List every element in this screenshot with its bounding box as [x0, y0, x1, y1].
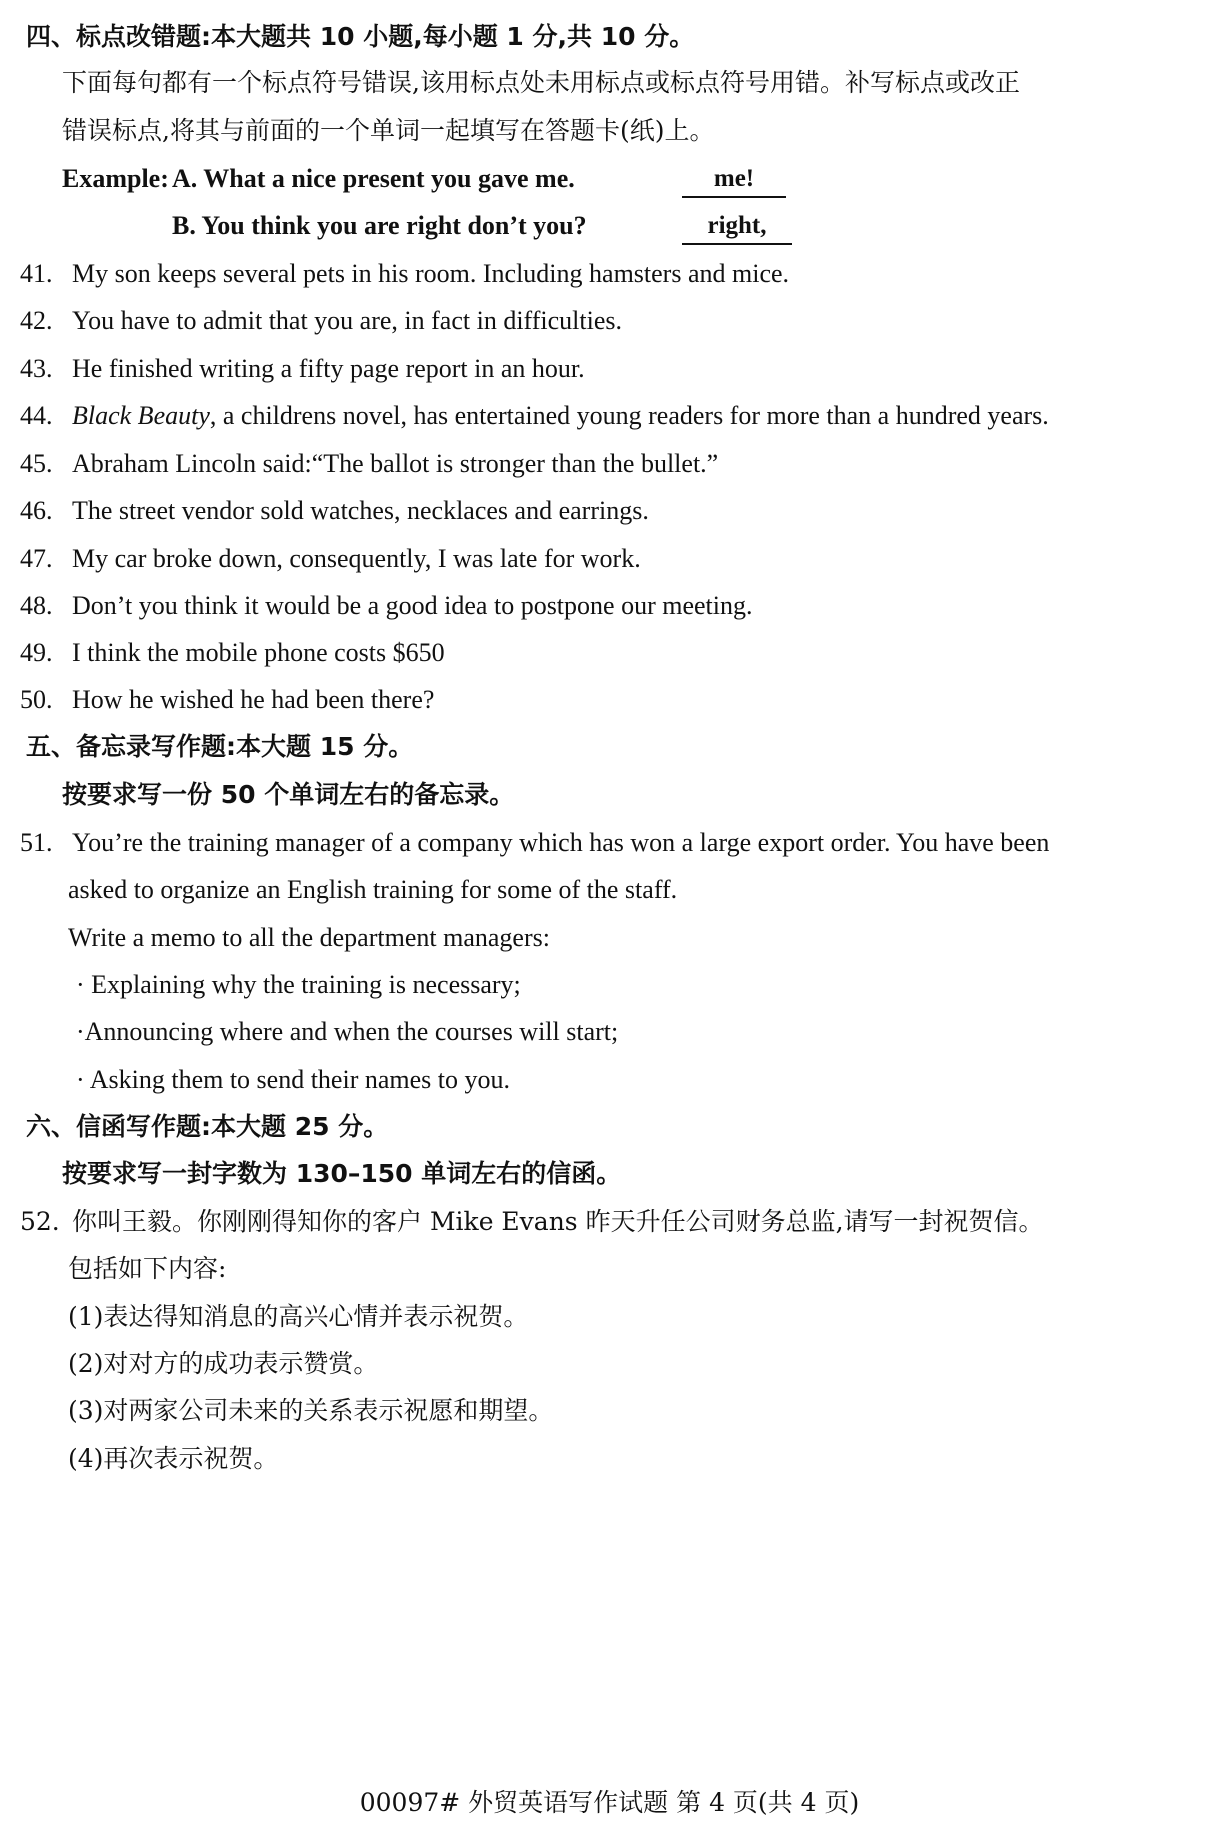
question-number: 44.	[20, 401, 53, 430]
question-text: Abraham Lincoln said:“The ballot is stronger than the bullet.”	[72, 449, 719, 478]
example-a-answer: me!	[682, 162, 786, 198]
question-text: My son keeps several pets in his room. Including hamsters and mice.	[72, 259, 790, 288]
question-number: 42.	[20, 306, 53, 335]
question-47	[20, 542, 641, 576]
question-48	[20, 589, 752, 623]
question-text: How he wished he had been there?	[72, 685, 435, 714]
section4-instruction-2: 错误标点,将其与前面的一个单词一起填写在答题卡(纸)上。	[62, 116, 715, 145]
example-b: B. You think you are right don’t you?	[172, 211, 587, 240]
question-number: 48.	[20, 591, 53, 620]
novel-title: Black Beauty	[72, 401, 210, 430]
question-49	[20, 636, 445, 670]
question-text: I think the mobile phone costs $650	[72, 638, 445, 667]
question-number: 46.	[20, 496, 53, 525]
question-42	[20, 304, 622, 338]
section4-heading: 四、标点改错题:本大题共 10 小题,每小题 1 分,共 10 分。	[26, 22, 695, 51]
question-45	[20, 447, 718, 481]
section6-instruction: 按要求写一封字数为 130–150 单词左右的信函。	[62, 1159, 622, 1188]
letter-point-1: (1)表达得知消息的高兴心情并表示祝贺。	[68, 1302, 529, 1331]
memo-bullet-2: ·Announcing where and when the courses will start;	[76, 1017, 619, 1046]
question-text: Don’t you think it would be a good idea to postpone our meeting.	[72, 591, 753, 620]
question-number: 49.	[20, 638, 53, 667]
question-number: 43.	[20, 354, 53, 383]
question-number: 52.	[20, 1207, 60, 1236]
section6-heading: 六、信函写作题:本大题 25 分。	[26, 1112, 389, 1141]
letter-point-2: (2)对对方的成功表示赞赏。	[68, 1349, 379, 1378]
question-44	[20, 399, 1049, 433]
question-50	[20, 683, 434, 717]
question-text: , a childrens novel, has entertained young readers for more than a hundred years.	[209, 401, 1049, 430]
question-51	[20, 826, 1049, 860]
question-number: 50.	[20, 685, 53, 714]
page-footer: 00097# 外贸英语写作试题 第 4 页(共 4 页)	[359, 1788, 860, 1817]
question-number: 51.	[20, 828, 53, 857]
question-text: 你叫王毅。你刚刚得知你的客户 Mike Evans 昨天升任公司财务总监,请写一封祝贺信。	[72, 1207, 1044, 1236]
example-a: A. What a nice present you gave me.	[172, 164, 575, 193]
example-b-answer: right,	[682, 209, 792, 245]
letter-point-3: (3)对两家公司未来的关系表示祝愿和期望。	[68, 1396, 554, 1425]
section5-instruction: 按要求写一份 50 个单词左右的备忘录。	[62, 780, 515, 809]
question-text: You have to admit that you are, in fact in difficulties.	[72, 306, 622, 335]
question-51-line-2: asked to organize an English training for some of the staff.	[68, 875, 678, 904]
question-text: My car broke down, consequently, I was late for work.	[72, 544, 641, 573]
section5-heading: 五、备忘录写作题:本大题 15 分。	[26, 732, 414, 761]
question-text: The street vendor sold watches, necklaces and earrings.	[72, 496, 649, 525]
example-label: Example:	[62, 164, 169, 193]
question-52	[20, 1205, 1044, 1239]
section4-instruction-1: 下面每句都有一个标点符号错误,该用标点处未用标点或标点符号用错。补写标点或改正	[62, 68, 1020, 97]
question-number: 47.	[20, 544, 53, 573]
memo-bullet-3: · Asking them to send their names to you.	[76, 1065, 511, 1094]
question-number: 41.	[20, 259, 53, 288]
question-46	[20, 494, 649, 528]
memo-bullet-1: · Explaining why the training is necessary;	[76, 970, 521, 999]
question-text: You’re the training manager of a company which has won a large export order. You have been	[72, 828, 1050, 857]
question-51-line-3: Write a memo to all the department managers:	[68, 923, 550, 952]
question-43	[20, 352, 585, 386]
question-text: He finished writing a fifty page report in an hour.	[72, 354, 585, 383]
question-41	[20, 257, 789, 291]
question-number: 45.	[20, 449, 53, 478]
question-52-line-2: 包括如下内容:	[68, 1254, 227, 1283]
letter-point-4: (4)再次表示祝贺。	[68, 1444, 279, 1473]
